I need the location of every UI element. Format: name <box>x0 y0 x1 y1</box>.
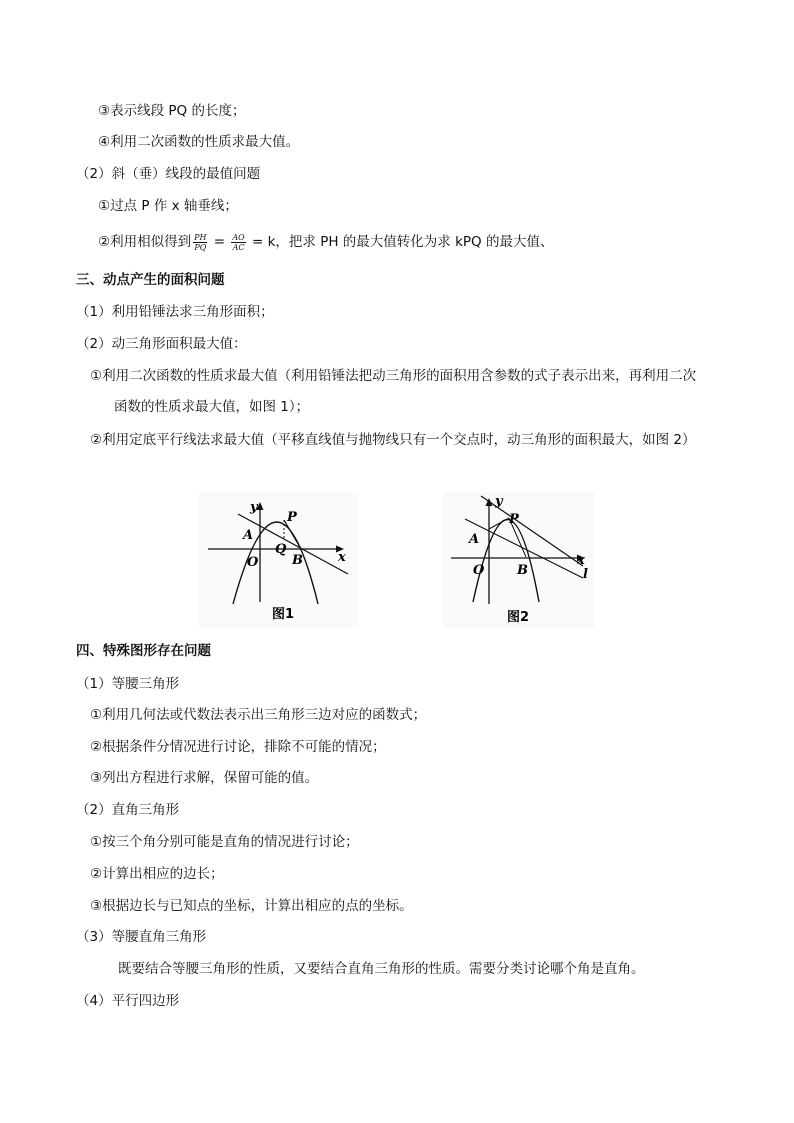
text-line: 既要结合等腰三角形的性质，又要结合直角三角形的性质。需要分类讨论哪个角是直角。 <box>118 961 645 977</box>
figure-caption: 图2 <box>507 610 530 625</box>
point-label-b: B <box>517 563 528 578</box>
text-segment: = k，把求 PH 的最大值转化为求 kPQ 的最大值、 <box>252 234 554 250</box>
text-line: ①过点 P 作 x 轴垂线； <box>98 198 238 214</box>
figure-1-graph <box>198 492 358 628</box>
axis-label-x: x <box>577 553 585 568</box>
subsection-heading: （1）等腰三角形 <box>76 676 180 692</box>
axis-label-x: x <box>338 550 346 565</box>
fraction-denominator: AC <box>232 242 245 252</box>
section-heading: 三、动点产生的面积问题 <box>76 272 225 288</box>
fraction-ph-pq <box>193 233 207 252</box>
line-label-l: l <box>583 567 588 582</box>
point-label-b: B <box>292 553 303 568</box>
point-label-q: Q <box>275 542 287 557</box>
section-heading: 四、特殊图形存在问题 <box>76 643 211 659</box>
similarity-line <box>98 232 553 252</box>
text-line: ①利用几何法或代数法表示出三角形三边对应的函数式； <box>90 707 427 723</box>
equals-sign: = <box>213 234 226 250</box>
text-line: 函数的性质求最大值，如图 1）； <box>114 399 310 415</box>
axis-label-y: y <box>495 494 503 509</box>
figure-2-graph <box>443 492 595 628</box>
text-line: ④利用二次函数的性质求最大值。 <box>98 134 300 150</box>
subsection-heading: （2）直角三角形 <box>76 802 180 818</box>
point-label-p: P <box>287 510 297 525</box>
figure-2 <box>443 492 595 628</box>
subsection-heading: （4）平行四边形 <box>76 993 180 1009</box>
subsection-heading: （2）斜（垂）线段的最值问题 <box>76 166 261 182</box>
text-line: ①利用二次函数的性质求最大值（利用铅锤法把动三角形的面积用含参数的式子表示出来，再利用二次 <box>90 368 697 384</box>
point-label-o: O <box>473 563 485 578</box>
fraction-denominator: PQ <box>194 242 207 252</box>
text-line: ②根据条件分情况进行讨论，排除不可能的情况； <box>90 739 386 755</box>
subsection-heading: （1）利用铅锤法求三角形面积； <box>76 304 274 320</box>
fraction-numerator: PH <box>194 232 207 242</box>
fraction-numerator: AO <box>232 232 245 242</box>
subsection-heading: （2）动三角形面积最大值： <box>76 336 247 352</box>
fraction-ao-ac <box>231 233 245 252</box>
axis-label-y: y <box>250 500 258 515</box>
point-label-o: O <box>247 555 259 570</box>
text-line: ③根据边长与已知点的坐标，计算出相应的点的坐标。 <box>90 898 413 914</box>
subsection-heading: （3）等腰直角三角形 <box>76 929 207 945</box>
text-line: ②计算出相应的边长； <box>90 866 224 882</box>
figure-caption: 图1 <box>272 607 295 622</box>
point-label-a: A <box>243 528 254 543</box>
text-line: ①按三个角分别可能是直角的情况进行讨论； <box>90 834 359 850</box>
text-line: ③表示线段 PQ 的长度； <box>98 103 246 119</box>
point-label-a: A <box>469 532 480 547</box>
point-label-p: P <box>509 512 519 527</box>
text-segment: ②利用相似得到 <box>98 234 192 250</box>
text-line: ②利用定底平行线法求最大值（平移直线值与抛物线只有一个交点时，动三角形的面积最大，如图 2） <box>90 432 696 448</box>
figure-1 <box>198 492 358 628</box>
text-line: ③列出方程进行求解，保留可能的值。 <box>90 770 319 786</box>
